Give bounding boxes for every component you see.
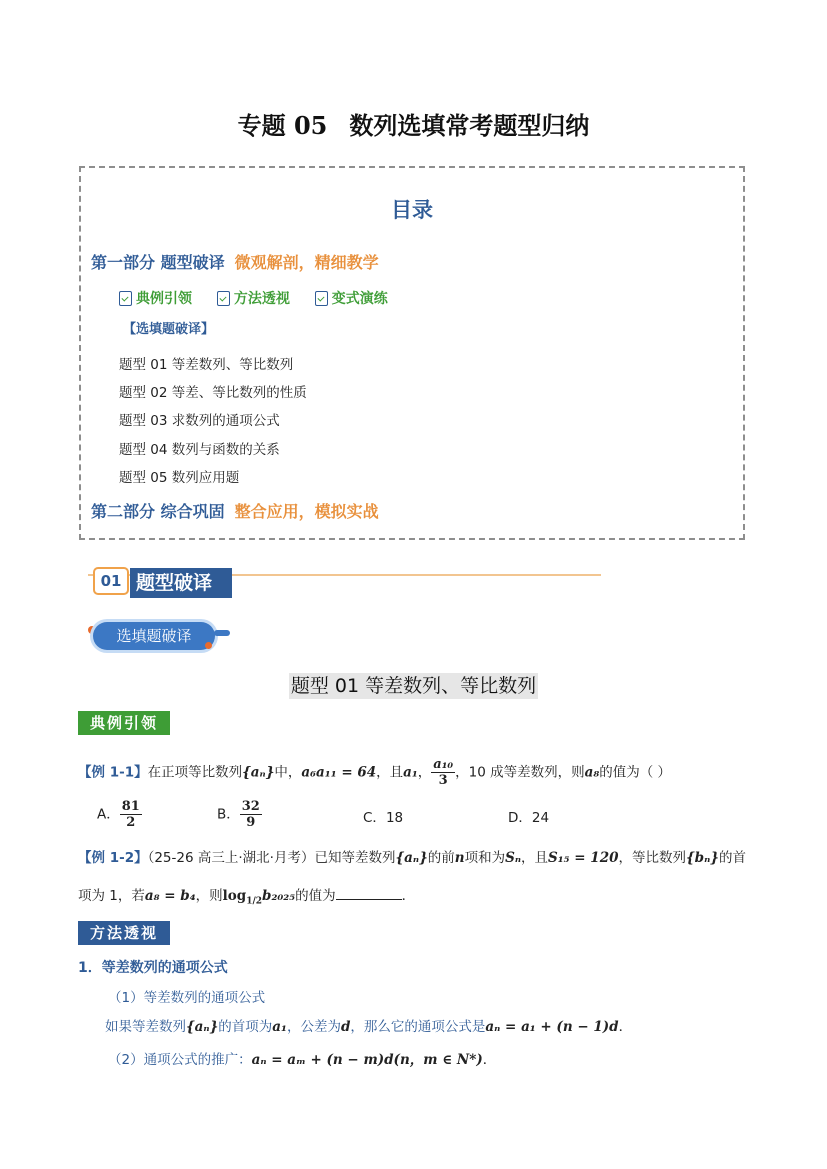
section-banner bbox=[88, 563, 601, 599]
answer-blank bbox=[336, 887, 402, 900]
checklist-icon bbox=[119, 291, 132, 306]
checklist-icon bbox=[315, 291, 328, 306]
document-title bbox=[0, 106, 827, 141]
fraction: $\frac{\text{a₁₀}}{3}$ bbox=[433, 757, 454, 788]
example-1-2-line1: 【例 1-2】（25-26 高三上·湖北·月考）已知等差数列{aₙ}的前n项和为Sₙ，且S₁₅ = 120，等比数列{bₙ}的首 bbox=[78, 850, 746, 866]
example-1-2-line2: 项为 1，若a₈ = b₄，则$\log_{1/2}b_{2025}$的值为 ． bbox=[78, 888, 416, 907]
toc-tag: 典例引领 bbox=[119, 288, 192, 308]
section-title: 题型 01 等差数列、等比数列 bbox=[290, 675, 537, 697]
decor-dash bbox=[214, 630, 230, 636]
option-a: A． $\frac{81}{2}$ bbox=[97, 799, 140, 830]
option-b: B． $\frac{32}{9}$ bbox=[217, 799, 260, 830]
toc-part1-title: 第一部分 题型破译 bbox=[91, 253, 225, 272]
option-d: D．24 bbox=[508, 810, 550, 826]
toc-part2 bbox=[91, 499, 379, 522]
toc-part1-subtitle: 微观解剖，精细教学 bbox=[234, 253, 379, 272]
method-paragraph: 如果等差数列{aₙ}的首项为a₁，公差为d，那么它的通项公式是aₙ = a₁ + (n − 1)d． bbox=[105, 1019, 633, 1035]
banner-number: 01 bbox=[93, 567, 129, 595]
toc-item: 题型 05 数列应用题 bbox=[119, 470, 240, 486]
toc-item: 题型 04 数列与函数的关系 bbox=[119, 442, 280, 458]
toc-part2-subtitle: 整合应用，模拟实战 bbox=[234, 502, 379, 521]
title-number: 专题 05 bbox=[237, 111, 328, 140]
label-method: 方法透视 bbox=[78, 921, 170, 945]
banner-text: 题型破译 bbox=[130, 568, 232, 598]
method-heading: 1．等差数列的通项公式 bbox=[78, 960, 228, 976]
toc-item: 题型 01 等差数列、等比数列 bbox=[119, 357, 294, 373]
example-label: 【例 1-1】 bbox=[78, 764, 148, 781]
decor-dot bbox=[205, 642, 212, 649]
section-pill: 选填题破译 bbox=[93, 622, 215, 650]
toc-section-label: 【选填题破译】 bbox=[123, 322, 215, 337]
toc-tag: 变式演练 bbox=[315, 288, 388, 308]
toc-part2-title: 第二部分 综合巩固 bbox=[91, 502, 225, 521]
table-of-contents bbox=[79, 166, 745, 540]
title-text: 数列选填常考题型归纳 bbox=[349, 111, 590, 140]
label-examples: 典例引领 bbox=[78, 711, 170, 735]
option-c: C．18 bbox=[363, 810, 404, 826]
example-1-1: 【例 1-1】在正项等比数列{aₙ}中，a₆a₁₁ = 64，且a₁， $\frac{\text{a₁₀}}{3}$ ，10 成等差数列，则a₈的值为（ ） bbox=[78, 757, 672, 788]
toc-heading: 目录 bbox=[391, 198, 433, 222]
toc-tag: 方法透视 bbox=[217, 288, 290, 308]
method-sub2: （2）通项公式的推广：aₙ = aₘ + (n − m)d(n，m ∈ N*)． bbox=[108, 1052, 497, 1068]
toc-tags bbox=[119, 288, 408, 310]
method-sub1: （1）等差数列的通项公式 bbox=[108, 990, 266, 1006]
checklist-icon bbox=[217, 291, 230, 306]
toc-item: 题型 03 求数列的通项公式 bbox=[119, 413, 280, 429]
example-label: 【例 1-2】 bbox=[78, 850, 148, 866]
toc-part1 bbox=[91, 250, 379, 273]
toc-item: 题型 02 等差、等比数列的性质 bbox=[119, 385, 307, 401]
